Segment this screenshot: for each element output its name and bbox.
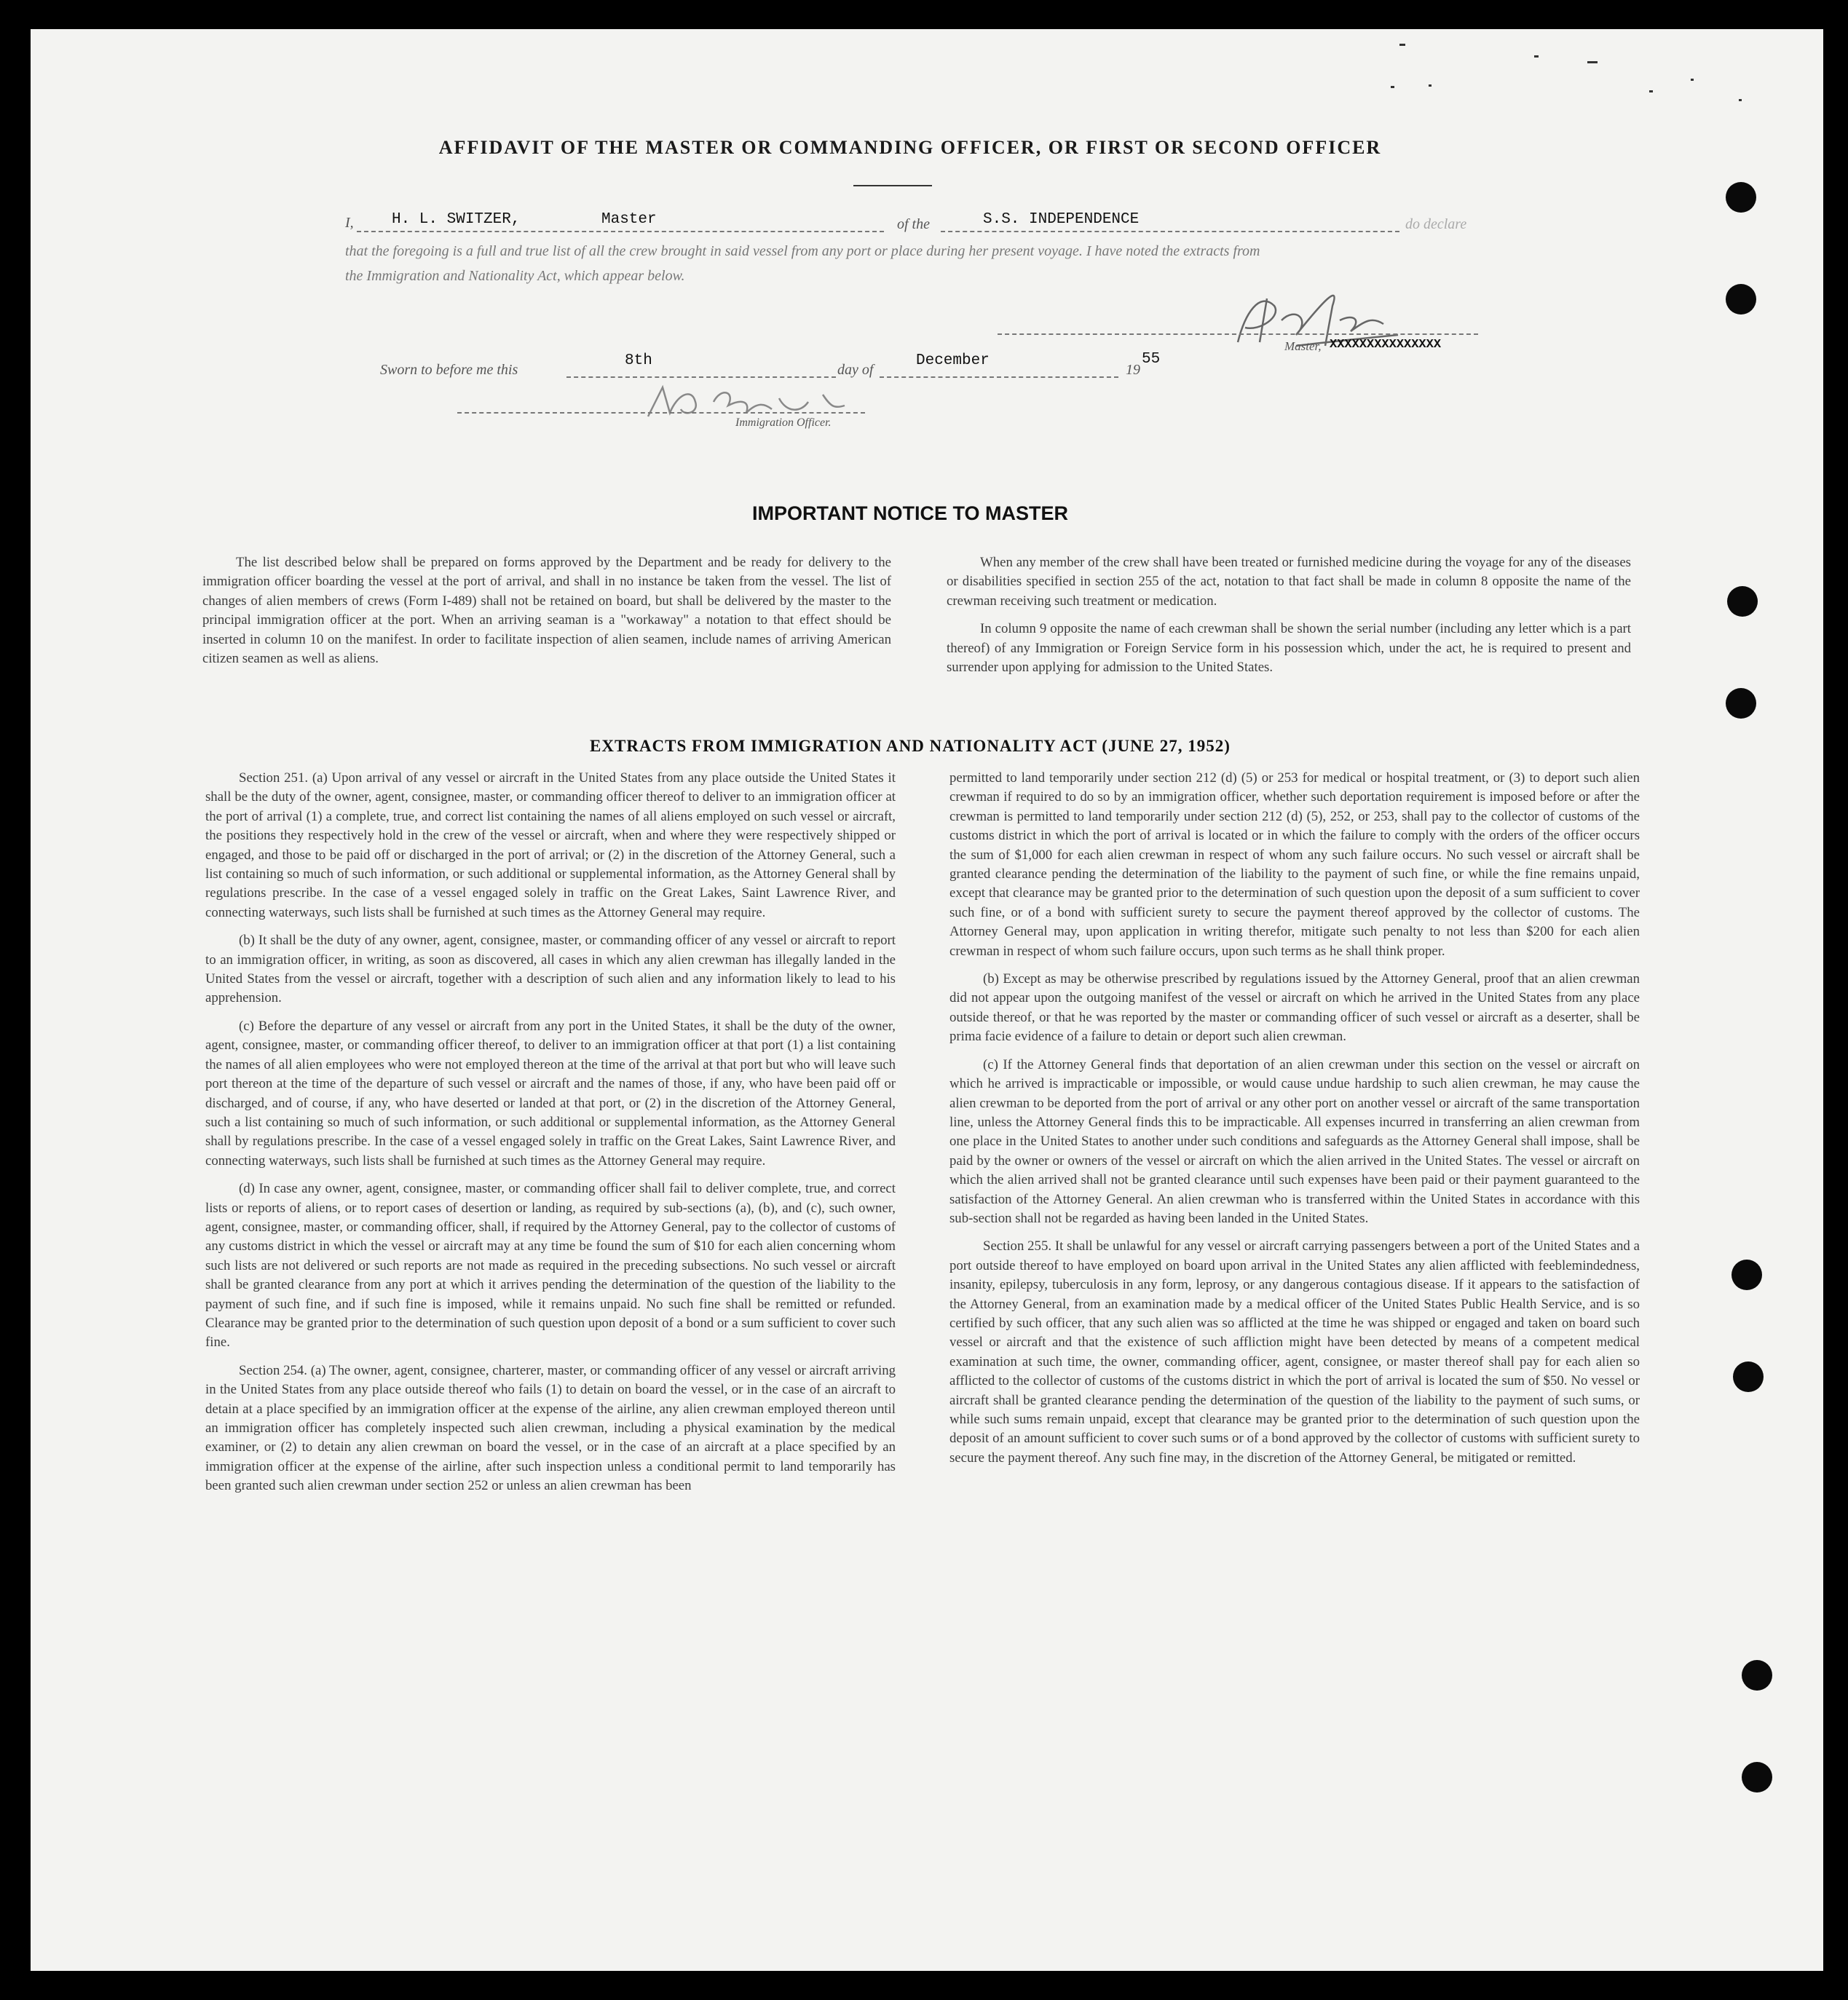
extracts-title: EXTRACTS FROM IMMIGRATION AND NATIONALITY ACT (JUNE 27, 1952)	[590, 737, 1231, 755]
extract-paragraph: (c) If the Attorney General finds that deportation of an alien crewman under this section on the vessel or aircraft on which he arrived is impracticable or impossible, or would cause undue hardship to such alien crewman, he may cause the alien crewman to be deported from the port of arrival or any other port on another vessel or aircraft of the same transportation line, unless the Attorney General finds this to be impracticable. All expenses incurred in transferring an alien crewman from one place in the United States to another under such conditions and safeguards as the Attorney General shall impose, shall be paid by the owner or owners of the vessel or aircraft on which the alien arrived in the United States. The vessel or aircraft on which the alien arrived shall not be granted clearance until such expenses have been paid or their payment guaranteed to the satisfaction of the Attorney General. An alien crewman who is transferred within the United States in accordance with this sub-section shall not be regarded as having been landed in the United States.	[949, 1056, 1640, 1226]
officer-label: Immigration Officer.	[735, 416, 832, 429]
declarant-name: H. L. SWITZER,	[392, 211, 521, 228]
extract-paragraph: permitted to land temporarily under section 212 (d) (5) or 253 for medical or hospital treatment, or (3) to deport such alien crewman if required to do so by an immigration officer, whether such deportation requirement is imposed before or after the crewman is permitted to land temporarily under section 212 (d) (5), 252, or 253, shall pay to the collector of customs of the customs district in which the port of arrival is located or in which the failure to comply with the orders of the officer occurs the sum of $1,000 for each alien crewman in respect of whom any such failure occurs. No such vessel or aircraft shall be granted clearance pending the determination of the liability to the payment of such fine, or while the fine remains unpaid, except that clearance may be granted prior to the determination of such question upon the deposit of a sum sufficient to cover such fine, or of a bond with sufficient surety to secure the payment thereof approved by the collector of customs. The Attorney General may, upon application in writing therefor, mitigate such penalty to not less than $200 for each alien crewman in respect of whom such failure occurs, upon such terms as he shall think proper.	[949, 770, 1640, 959]
extract-paragraph: Section 254. (a) The owner, agent, consignee, charterer, master, or commanding officer of any vessel or aircraft arriving in the United States from any place outside thereof who fails (1) to detain on board the vessel, or in the case of an aircraft to detain at a place specified by an immigration officer at the expense of the airline, any alien crewman employed thereon until an immigration officer has completely inspected such alien crewman, including a physical examination by the medical examiner, or (2) to detain any alien crewman on board the vessel, or in the case of an aircraft at a place specified by an immigration officer at the expense of the airline, after such inspection unless a conditional permit to land temporarily has been granted such alien crewman under section 252 or unless an alien crewman has been	[205, 1362, 896, 1494]
punch-hole	[1727, 586, 1758, 617]
notice-paragraph: In column 9 opposite the name of each crewman shall be shown the serial number (including any letter which is a part thereof) of any Immigration or Foreign Service form in his possession which, under the act, he is required to present and surrender upon applying for admission to the United States.	[947, 621, 1631, 676]
sworn-prefix: Sworn to before me this	[380, 362, 518, 378]
extract-paragraph: (b) It shall be the duty of any owner, agent, consignee, master, or commanding officer of any vessel or aircraft to report to an immigration officer, in writing, as soon as discovered, all cases in which any alien crewman has illegally landed in the United States from the vessel or aircraft, together with a description of such alien and any information likely to lead to his apprehension.	[205, 933, 896, 1006]
punch-hole	[1742, 1660, 1772, 1691]
notice-left-column	[202, 553, 891, 677]
punch-hole	[1726, 182, 1756, 213]
pronoun-text: I,	[345, 215, 354, 231]
punch-hole	[1726, 688, 1756, 719]
vessel-name: S.S. INDEPENDENCE	[983, 211, 1140, 228]
master-title: Master,	[1284, 339, 1322, 353]
day-of-text: day of	[837, 362, 874, 378]
declarant-rank: Master	[601, 211, 657, 228]
sworn-year: 55	[1142, 351, 1161, 368]
title-underline	[853, 185, 932, 186]
struck-officer-title: XXXXXXXXXXXXXXX	[1330, 338, 1442, 352]
extract-paragraph: Section 255. It shall be unlawful for any vessel or aircraft carrying passengers between a port of the United States and a port outside thereof to have employed on board upon arrival in the United States any alien afflicted with feeblemindedness, insanity, epilepsy, tuberculosis in any form, leprosy, or any dangerous contagious disease. If it appears to the satisfaction of the Attorney General, from an examination made by a medical officer of the United States Public Health Service, and is so certified by such officer, that any such alien was so afflicted at the time he was shipped or engaged and taken on board such vessel or aircraft and that the existence of such affliction might have been detected by means of a competent medical examination at such time, the owner, commanding officer, agent, consignee, or master thereof shall pay for each alien so afflicted to the collector of customs of the customs district in which the port of arrival is located the sum of $50. No vessel or aircraft shall be granted clearance pending the determination of the question of the liability to the payment of such sums, or while such sums remain unpaid, except that clearance may be granted prior to the determination of such question upon the deposit of an amount sufficient to cover such sums or of a bond approved by the collector of customs with sufficient surety to secure the payment thereof. Any such fine may, in the discretion of the Attorney General, be mitigated or remitted.	[949, 1238, 1640, 1466]
of-the-text: of the	[897, 216, 930, 232]
punch-hole	[1726, 284, 1756, 315]
sworn-day: 8th	[625, 352, 652, 369]
notice-title: IMPORTANT NOTICE TO MASTER	[752, 502, 1068, 524]
extract-paragraph: (c) Before the departure of any vessel or aircraft from any port in the United States, it shall be the duty of the owner, agent, consignee, master, or commanding officer thereof, to deliver to an immigration officer at that port (1) a list containing the names of all alien employees who were not employed thereon at the time of the arrival at that port but who will leave such port thereon at the time of the departure of such vessel or aircraft and the names of those, if any, who have been paid off or discharged, and of course, if any, who have deserted or landed at that port, or (2) in the discretion of the Attorney General, such a list containing so much of such information, or such additional or supplemental information, as the Attorney General shall by regulations prescribe. In the case of a vessel engaged solely in traffic on the Great Lakes, Saint Lawrence River, and connecting waterways, such lists shall be furnished at such times as the Attorney General may require.	[205, 1018, 896, 1169]
notice-paragraph: When any member of the crew shall have been treated or furnished medicine during the voyage for any of the diseases or disabilities specified in section 255 of the act, notation to that fact shall be made in column 8 opposite the name of the crewman receiving such treatment or medication.	[947, 555, 1631, 609]
affidavit-title: AFFIDAVIT OF THE MASTER OR COMMANDING OFFICER, OR FIRST OR SECOND OFFICER	[438, 137, 1382, 158]
sworn-month: December	[916, 352, 990, 369]
extract-paragraph: (d) In case any owner, agent, consignee, master, or commanding officer shall fail to deliver complete, true, and correct lists or reports of aliens, or to report cases of desertion or landing, as required by sub-sections (a), (b), and (c), such owner, agent, consignee, master, or commanding officer, shall, if required by the Attorney General, pay to the collector of customs of any customs district in which the vessel or aircraft may at any time be found the sum of $10 for each alien concerning whom such lists are not delivered or such reports are not made as required in the preceding subsections. No such vessel or aircraft shall be granted clearance from any port at which it arrives pending the determination of the question of the liability to the payment of such fine, and if such fine is imposed, while it remains unpaid. No such fine shall be remitted or refunded. Clearance may be granted prior to the determination of such question upon deposit of a bond or a sum sufficient to cover such fine.	[205, 1181, 896, 1351]
notice-right-column	[947, 553, 1631, 686]
do-declare-text: do declare	[1405, 216, 1467, 232]
extracts-left-column	[205, 769, 896, 1505]
extract-paragraph: Section 251. (a) Upon arrival of any vessel or aircraft in the United States from any place outside the United States it shall be the duty of the owner, agent, consignee, master, or commanding officer thereof to deliver to an immigration officer at the port of arrival (1) a complete, true, and correct list containing the names of all aliens employed on such vessel or aircraft, the positions they respectively hold in the crew of the vessel or aircraft, when and where they were respectively shipped or engaged, and those to be paid off or discharged in the port of arrival; or (2) in the discretion of the Attorney General, such a list containing so much of such information, or such additional or supplemental information, as the Attorney General shall by regulations prescribe. In the case of a vessel engaged solely in traffic on the Great Lakes, Saint Lawrence River, and connecting waterways, such lists shall be furnished at such times as the Attorney General may require.	[205, 770, 896, 920]
punch-hole	[1733, 1361, 1764, 1392]
punch-hole	[1731, 1260, 1762, 1290]
declaration-statement-cont: the Immigration and Nationality Act, which appear below.	[345, 268, 685, 284]
extracts-right-column	[949, 769, 1640, 1477]
declaration-statement: that the foregoing is a full and true list of all the crew brought in said vessel from any port or place during her present voyage. I have noted the extracts from	[345, 243, 1260, 259]
punch-hole	[1742, 1762, 1772, 1793]
notice-paragraph: The list described below shall be prepared on forms approved by the Department and be ready for delivery to the immigration officer boarding the vessel at the port of arrival, and shall in no instance be taken from the vessel. The list of changes of alien members of crews (Form I-489) shall not be retained on board, but shall be delivered by the master to the principal immigration officer at the port. When an arriving seaman is a "workaway" a notation to that effect should be inserted in column 10 on the manifest. In order to facilitate inspection of alien seamen, include names of arriving American citizen seamen as well as aliens.	[202, 555, 891, 667]
extract-paragraph: (b) Except as may be otherwise prescribed by regulations issued by the Attorney General, proof that an alien crewman did not appear upon the outgoing manifest of the vessel or aircraft on which he arrived in the United States from any place outside thereof, or that he was reported by the master or commanding officer of such vessel or aircraft as a deserter, shall be prima facie evidence of a failure to detain or deport such alien crewman.	[949, 971, 1640, 1045]
year-prefix: 19	[1126, 362, 1140, 378]
